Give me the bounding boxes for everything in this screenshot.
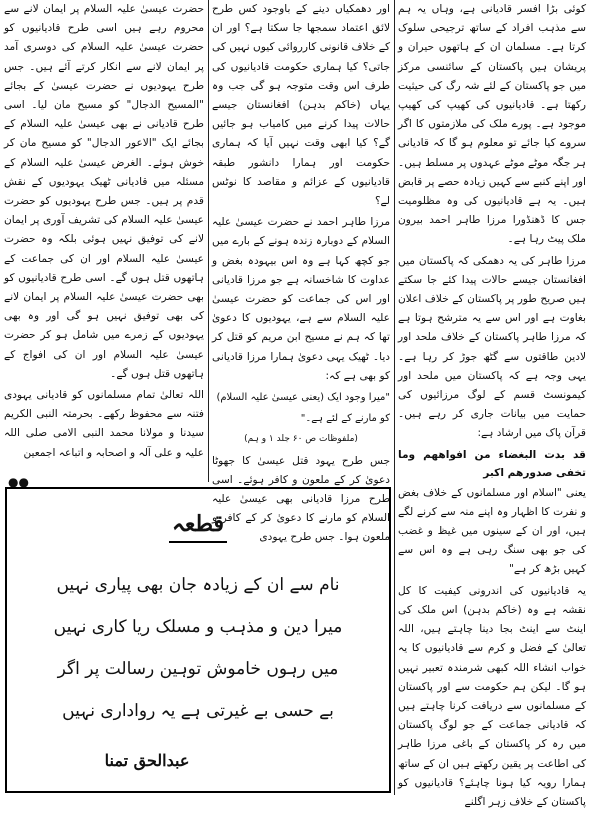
column-right: [398, 0, 586, 814]
column-left: [4, 0, 204, 465]
poem-line: بے حسی بے غیرتی ہے یہ رواداری نہیں: [62, 701, 334, 721]
column-middle: [212, 0, 390, 550]
column-divider-right: [394, 0, 395, 795]
paragraph: مرزا طاہر احمد نے حضرت عیسیٰ علیہ السلام کے دوبارہ زندہ ہونے کے بارے میں جو کچھ کہا ہے وہ اس بیہودہ بغض و عداوت کا شاخسانہ ہے جو مرزا قادیانی اور اس کی جماعت کو حضرت عیسیٰ علیہ السلام سے ہے، یہودیوں کا دعویٰ تھا کہ ہم نے مسیح ابن مریم کو قتل کر دیا۔ ٹھیک یہی دعویٰ ہمارا مرزا قادیانی کو بھی ہے کہ:: [212, 216, 390, 382]
citation: (ملفوظات ص ۶۰ جلد ۱ و ہم): [244, 434, 358, 445]
poem-line: میرا دین و مذہب و مسلک ریا کاری نہیں: [53, 617, 343, 637]
poem-line: میں رہوں خاموش توہین رسالت پر اگر: [57, 659, 339, 679]
paragraph: کوئی بڑا افسر قادیانی ہے، وہاں یہ ہم سے مذہب افراد کے ساتھ ترجیحی سلوک کرتا ہے۔ مسلمان ان کے ہاتھوں حیران و پریشان ہیں پاکستان کے سائنسی مرکز میں جو پاکستان کے لئے شہ رگ کی حیثیت رکھتا ہے۔ قادیانیوں کی کھیپ کی کھیپ موجود ہے۔ پورے ملک کی ملازمتوں کا اگر سروے کیا جائے تو معلوم ہو گا کہ قادیانی ہر جگہ موٹے موٹے عہدوں پر مسلط ہیں۔ اور اپنے کنبے سے کہیں زیادہ حصے پر قابض ہیں۔ یہ ہے قادیانیوں کی وہ مظلومیت جس کا ڈھنڈورا مرزا طاہر احمد بیرون ملک پیٹ رہا ہے۔: [398, 3, 586, 246]
poem-line: نام سے ان کے زیادہ جان بھی پیاری نہیں: [56, 575, 340, 595]
paragraph: جس طرح یہود قتل عیسیٰ کا جھوٹا دعویٰ کر کے ملعون و کافر ہوئے۔ اسی طرح مرزا قادیانی بھی عیسیٰ علیہ السلام کو مارنے کا دعویٰ کر کے کافر و ملعون ہوا۔ جس طرح یہودی: [212, 454, 390, 544]
paragraph: یہ قادیانیوں کی اندرونی کیفیت کا کل نقشہ ہے وہ (خاکم بدہن) اس ملک کی اینٹ سے اینٹ بجا دینا چاہتے ہیں، اللہ تعالیٰ کے فضل و کرم سے قادیانیوں کا یہ خواب انشاء اللہ کبھی شرمندہ تعبیر نہیں ہو گا۔ لیکن ہم حکومت سے اور پاکستان کے مسلمانوں سے دریافت کرنا چاہتے ہیں کہ قادیانی جماعت کے جو لوگ پاکستان میں رہ کر پاکستان کے باغی مرزا طاہر کی اطاعت پر یقین رکھتے ہیں ان کے ساتھ ہمارا رویہ کیا ہونا چاہئے؟ قادیانیوں کو پاکستان کے خلاف زہر اگلنے: [398, 584, 586, 808]
paragraph: اللہ تعالیٰ تمام مسلمانوں کو قادیانی یہودی فتنہ سے محفوظ رکھے۔ بحرمتہ النبی الکریم سیدنا و مولانا محمد النبی الامی صلی اللہ علیہ و علی آلہ و اصحابہ و اتباعہ اجمعین: [4, 389, 204, 459]
end-mark: ●●: [8, 475, 29, 489]
quotation-line: کو مارنے کے لئے ہے۔": [300, 413, 390, 425]
poem-box: [5, 487, 391, 793]
column-divider-left: [208, 0, 209, 482]
poem-author: عبدالحق تمنا: [104, 751, 190, 770]
paragraph: یعنی "اسلام اور مسلمانوں کے خلاف بغض و نفرت کا اظہار وہ اپنے منہ سے کرنے لگے ہیں، اور ان کے سینوں میں غیظ و غضب کی جو بھی سنگ رہی ہے وہ اس سے کہیں بڑھ کر ہے": [398, 486, 586, 576]
quran-verse: قد بدت البغضاء من افواھھم وما تخفی صدورھم اکبر: [398, 448, 586, 479]
poem-title: قطعہ: [7, 511, 389, 543]
paragraph: حضرت عیسیٰ علیہ السلام پر ایمان لانے سے محروم رہے ہیں اسی طرح قادیانیوں کو حضرت عیسیٰ علیہ السلام کی دوسری آمد پر ایمان لانے سے انکار کرتے آئے ہیں۔ جس طرح یہودیوں نے حضرت عیسیٰ کے بجائے "المسیح الدجال" کو مسیح مان لیا۔ اسی طرح قادیانی نے بھی عیسیٰ علیہ السلام کے بجائے ایک "الاعور الدجال" کو مسیح مان کر خوش ہوئے۔ الغرض عیسیٰ علیہ السلام کے مسئلہ میں قادیانی ٹھیک یہودیوں کے نقش قدم پر ہیں۔ جس طرح یہودیوں کو حضرت عیسیٰ علیہ السلام کی تشریف آوری پر ایمان لانے کی توفیق نہیں ہوئی بلکہ وہ حضرت عیسیٰ علیہ السلام اور ان کی جماعت کے ہاتھوں قتل ہوں گے۔ اسی طرح قادیانیوں کو بھی حضرت عیسیٰ علیہ السلام پر ایمان لانے کی بھی توفیق نہیں ہو گی اور وہ بھی یہودیوں کے زمرے میں شامل ہو کر حضرت عیسیٰ علیہ السلام اور ان کی افواج کے ہاتھوں قتل ہوں گے۔: [4, 3, 204, 380]
quotation-line: "میرا وجود ایک (یعنی عیسیٰ علیہ السلام): [216, 392, 390, 404]
paragraph: اور دھمکیاں دینے کے باوجود کس طرح لائق اعتماد سمجھا جا سکتا ہے؟ اور ان کے خلاف قانونی کارروائی کیوں نہیں کی جاتی؟ کیا ہماری حکومت قادیانیوں کی طرف اس وقت متوجہ ہو گی جب وہ یہاں (خاکم بدہن) افغانستان جیسے حالات پیدا کرنے میں کامیاب ہو جائیں گے؟ کیا ابھی وقت نہیں آیا کہ ہماری حکومت اور ہمارا دانشور طبقہ قادیانیوں کے عزائم و مقاصد کا نوٹس لے؟: [212, 3, 390, 208]
paragraph: مرزا طاہر کی یہ دھمکی کہ پاکستان میں افغانستان جیسے حالات پیدا کئے جا سکتے ہیں صریح طور پر پاکستان کے خلاف اعلان بغاوت ہے اور اس سے یہ مترشح ہوتا ہے کہ مرزا طاہر پاکستان کے خلاف ملحد اور لادین طاقتوں سے گٹھ جوڑ کر رہا ہے۔ یہی وجہ ہے کہ پاکستان میں ملحد اور کیمونسٹ قسم کے لوگ مرزائیوں کی حمایت میں بیانات جاری کر رہے ہیں۔ قرآن پاک میں ارشاد ہے:: [398, 254, 586, 440]
